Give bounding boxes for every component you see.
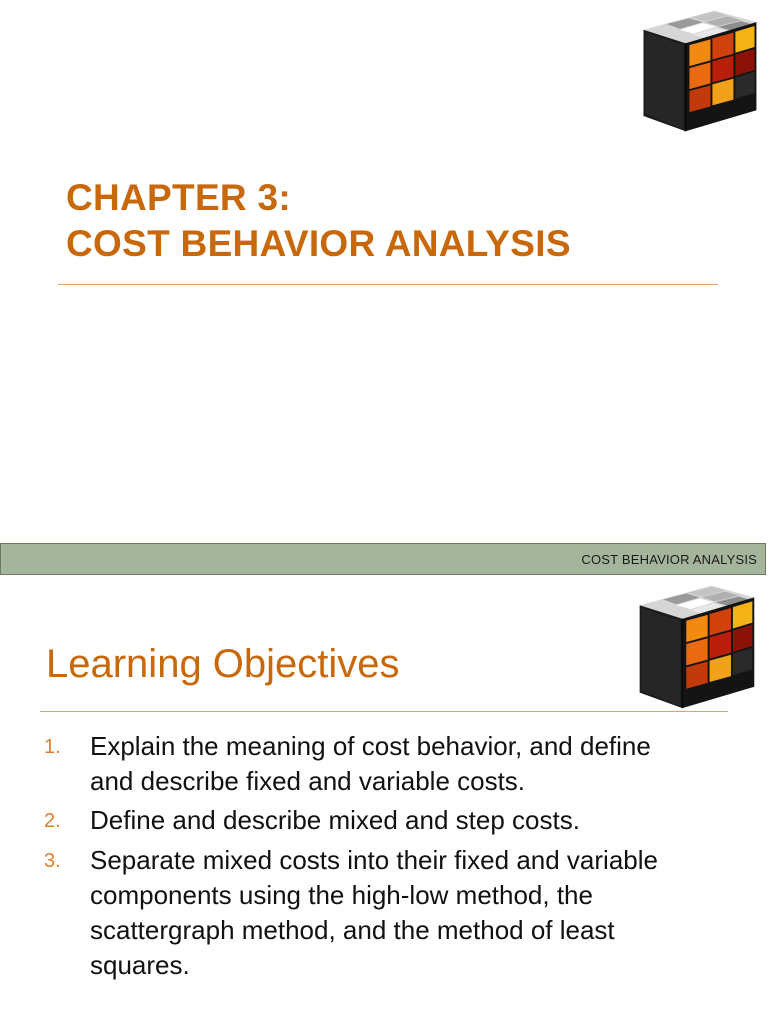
objective-number: 3. — [44, 850, 61, 872]
objective-text: Separate mixed costs into their fixed and variable components using the high-low method, the scattergraph method, and the method of least squares. — [90, 845, 658, 980]
objective-text: Explain the meaning of cost behavior, and define and describe fixed and variable costs. — [90, 731, 651, 796]
chapter-title-line-1: CHAPTER 3: — [66, 177, 292, 218]
objective-item — [44, 843, 684, 983]
section-label: COST BEHAVIOR ANALYSIS — [581, 552, 757, 567]
objective-number: 1. — [44, 736, 61, 758]
objective-item — [44, 729, 684, 799]
cube-logo-icon — [628, 578, 764, 714]
objectives-title: Learning Objectives — [46, 642, 400, 686]
objective-item — [44, 803, 684, 839]
chapter-title-line-2: COST BEHAVIOR ANALYSIS — [66, 223, 571, 264]
objective-number: 2. — [44, 810, 61, 832]
title-divider — [58, 284, 718, 285]
section-header-band — [0, 543, 766, 575]
chapter-title — [66, 175, 571, 267]
objectives-list — [44, 729, 684, 987]
objective-text: Define and describe mixed and step costs. — [90, 805, 580, 835]
cube-logo-icon — [632, 2, 766, 138]
objectives-divider — [40, 711, 728, 712]
